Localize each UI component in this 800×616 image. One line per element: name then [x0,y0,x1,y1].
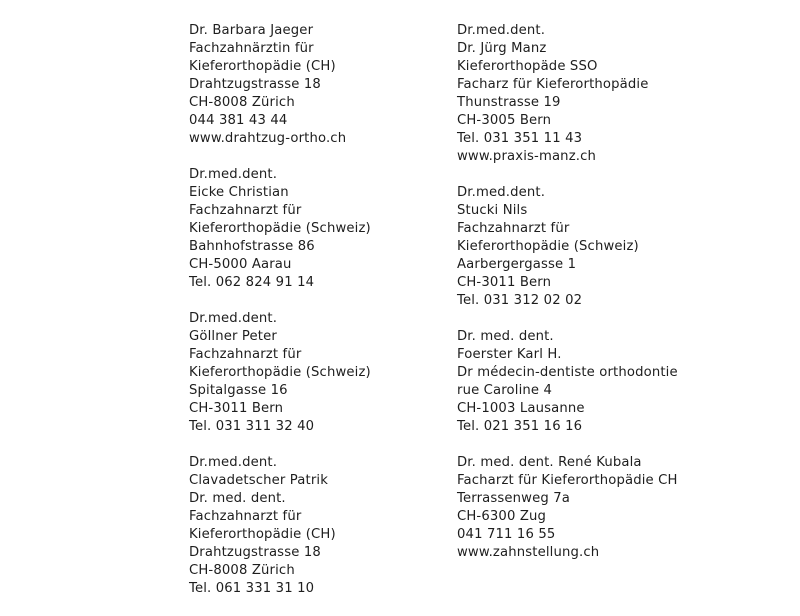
entry-phone: Tel. 031 311 32 40 [189,419,315,434]
left-column [189,22,371,616]
right-column [457,22,678,580]
entry-website[interactable]: www.zahnstellung.ch [457,545,600,560]
contact-entry-stucki [457,184,678,310]
entry-street: Drahtzugstrasse 18 [189,77,321,92]
entry-city: CH-5000 Aarau [189,257,292,272]
entry-name: Dr. Jürg Manz [457,41,547,56]
entry-phone: Tel. 031 351 11 43 [457,131,583,146]
entry-title: Fachzahnarzt für [189,203,302,218]
entry-city: CH-8008 Zürich [189,563,295,578]
entry-degree-secondary: Dr. med. dent. [189,491,286,506]
entry-street: rue Caroline 4 [457,383,553,398]
entry-city: CH-3011 Bern [457,275,552,290]
entry-specialty: Kieferorthopädie (Schweiz) [457,239,639,254]
entry-specialty: Kieferorthopädie (Schweiz) [189,221,371,236]
entry-website[interactable]: www.praxis-manz.ch [457,149,597,164]
entry-specialty: Facharz für Kieferorthopädie [457,77,649,92]
entry-title: Facharzt für Kieferorthopädie CH [457,473,678,488]
entry-street: Terrassenweg 7a [457,491,571,506]
entry-title: Kieferorthopäde SSO [457,59,598,74]
entry-title: Fachzahnarzt für [189,347,302,362]
entry-city: CH-8008 Zürich [189,95,295,110]
entry-city: CH-6300 Zug [457,509,547,524]
contact-entry-eicke [189,166,371,292]
contact-entry-jaeger [189,22,371,148]
entry-specialty: Kieferorthopädie (CH) [189,59,336,74]
entry-website[interactable]: www.drahtzug-ortho.ch [189,131,347,146]
entry-phone: Tel. 061 331 31 10 [189,581,315,596]
entry-phone: Tel. 062 824 91 14 [189,275,315,290]
entry-phone: Tel. 021 351 16 16 [457,419,583,434]
entry-city: CH-3005 Bern [457,113,552,128]
entry-city: CH-3011 Bern [189,401,284,416]
entry-street: Thunstrasse 19 [457,95,561,110]
contact-entry-manz [457,22,678,166]
entry-degree: Dr.med.dent. [457,185,546,200]
entry-specialty: Kieferorthopädie (CH) [189,527,336,542]
entry-title: Fachzahnärztin für [189,41,314,56]
entry-street: Bahnhofstrasse 86 [189,239,315,254]
entry-specialty: Kieferorthopädie (Schweiz) [189,365,371,380]
entry-street: Spitalgasse 16 [189,383,288,398]
entry-degree: Dr.med.dent. [189,455,278,470]
entry-degree: Dr. med. dent. [457,329,554,344]
entry-phone: Tel. 031 312 02 02 [457,293,583,308]
entry-title: Fachzahnarzt für [189,509,302,524]
entry-phone: 041 711 16 55 [457,527,556,542]
entry-title: Fachzahnarzt für [457,221,570,236]
entry-degree: Dr.med.dent. [189,311,278,326]
entry-street: Aarbergergasse 1 [457,257,577,272]
entry-name: Dr. Barbara Jaeger [189,23,314,38]
entry-name: Stucki Nils [457,203,528,218]
entry-name: Clavadetscher Patrik [189,473,329,488]
contact-entry-kubala [457,454,678,562]
entry-title: Dr médecin-dentiste orthodontie [457,365,678,380]
entry-name: Foerster Karl H. [457,347,562,362]
entry-degree: Dr.med.dent. [457,23,546,38]
entry-city: CH-1003 Lausanne [457,401,585,416]
entry-phone: 044 381 43 44 [189,113,288,128]
entry-degree: Dr.med.dent. [189,167,278,182]
entry-name: Göllner Peter [189,329,277,344]
entry-name: Dr. med. dent. René Kubala [457,455,642,470]
contact-entry-foerster [457,328,678,436]
entry-name: Eicke Christian [189,185,289,200]
entry-street: Drahtzugstrasse 18 [189,545,321,560]
contact-entry-goellner [189,310,371,436]
contact-entry-clavadetscher [189,454,371,598]
